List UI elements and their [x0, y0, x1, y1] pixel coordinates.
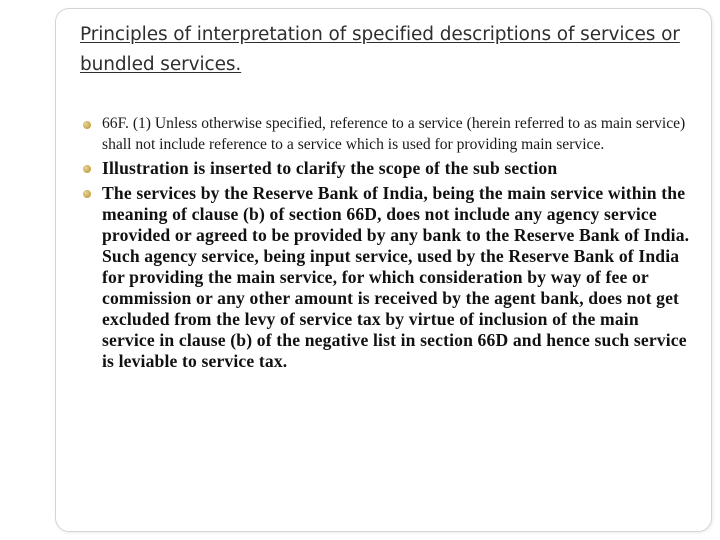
- bullet-dot-icon: [83, 190, 91, 198]
- bullet-dot-icon: [83, 121, 91, 129]
- bullet-item-illustration: [80, 157, 692, 179]
- bullet-item-rbi-example: [80, 183, 692, 372]
- bullet-text: 66F. (1) Unless otherwise specified, reference to a service (herein referred to as main service) shall not include reference to a service which is used for providing main service.: [102, 115, 686, 153]
- bullet-item-section-66f: [80, 114, 692, 155]
- bullet-text: Illustration is inserted to clarify the scope of the sub section: [102, 158, 558, 178]
- bullet-dot-icon: [83, 165, 91, 173]
- bullet-text: The services by the Reserve Bank of India, being the main service within the meaning of clause (b) of section 66D, does not include any agency service provided or agreed to be provided by any bank to the Reserve Bank of India. Such agency service, being input service, used by the Reserve Bank of India for providing the main service, for which consideration by way of fee or commission or any other amount is received by the agent bank, does not get excluded from the levy of service tax by virtue of inclusion of the main service in clause (b) of the negative list in section 66D and hence such service is leviable to service tax.: [102, 183, 690, 371]
- bullet-list: [80, 114, 692, 372]
- slide-title: Principles of interpretation of specified descriptions of services or bundled services.: [80, 24, 680, 75]
